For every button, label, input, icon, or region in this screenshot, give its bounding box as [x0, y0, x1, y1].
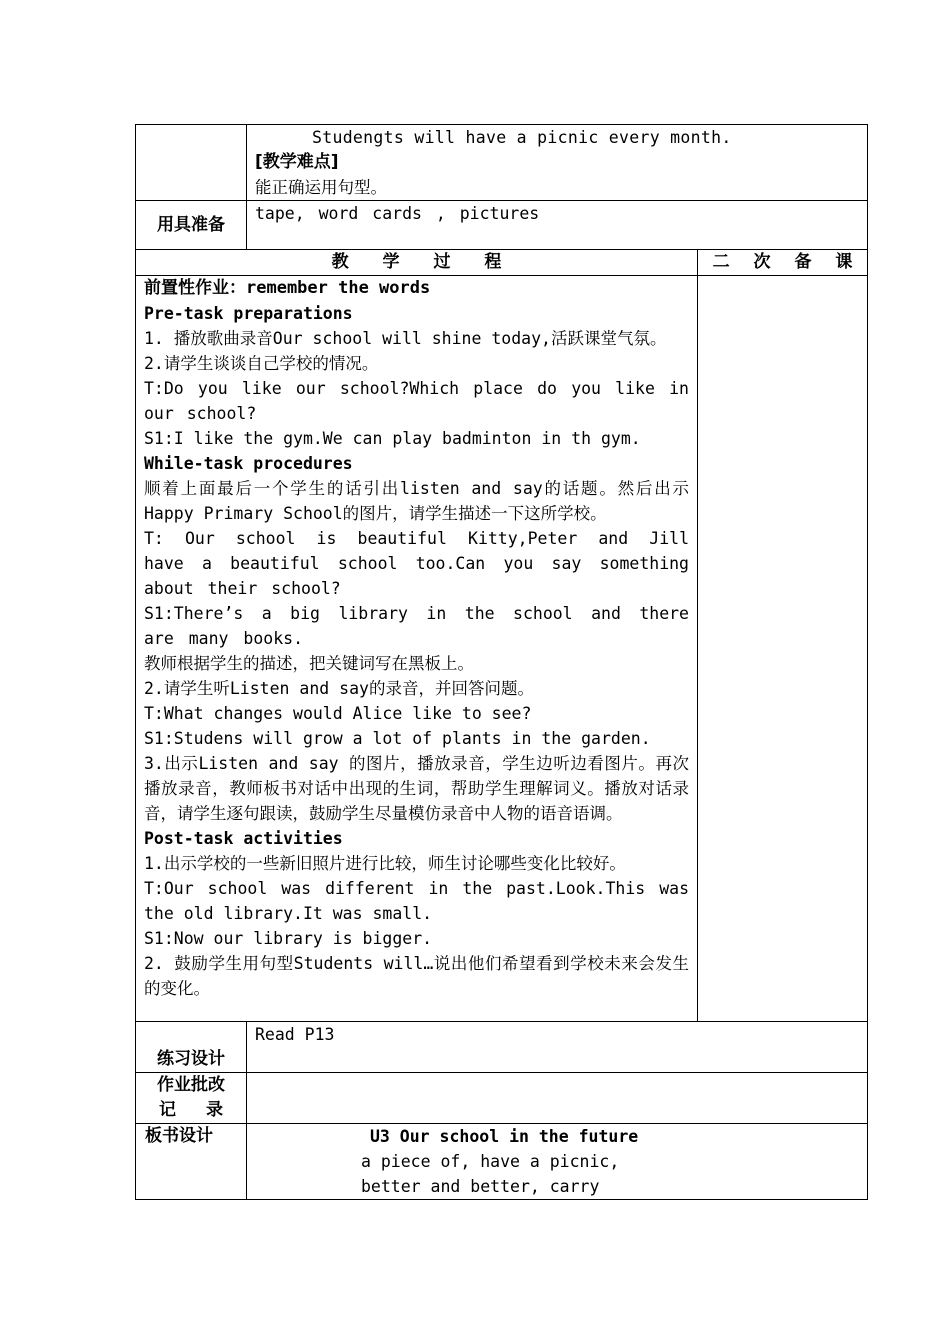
while-task-answer: S1:Studens will grow a lot of plants in the garden.: [144, 729, 651, 748]
post-task-heading: Post-task activities: [144, 829, 343, 848]
board-line-1: a piece of, have a picnic,: [361, 1152, 620, 1171]
lesson-plan-sheet: [135, 124, 867, 1200]
while-task-step-3: 3.出示Listen and say 的图片，播放录音，学生边听边看图片。再次播放录音，教师板书对话中出现的生词，帮助学生理解词义。播放对话录音，请学生逐句跟读，鼓励学生尽量模仿录音中人物的语音语调。: [144, 754, 689, 823]
process-header-row: [136, 250, 868, 276]
post-task-step-1: 1.出示学校的一些新旧照片进行比较，师生讨论哪些变化比较好。: [144, 854, 626, 873]
process-header-right-text: 二 次 备 课: [712, 252, 853, 272]
practice-label: 练习设计: [136, 1022, 247, 1073]
board-title: U3 Our school in the future: [370, 1127, 639, 1146]
materials-row: [136, 201, 868, 250]
while-task-heading: While-task procedures: [144, 454, 353, 473]
process-header-right: [698, 250, 868, 276]
pre-task-step-2: 2.请学生谈谈自己学校的情况。: [144, 354, 379, 373]
board-line-2: better and better, carry: [361, 1177, 600, 1196]
while-task-question: T:What changes would Alice like to see?: [144, 704, 532, 723]
process-body-row: [136, 276, 868, 1022]
objective-sentence: Studengts will have a picnic every month.: [312, 128, 732, 147]
practice-value: [247, 1022, 868, 1073]
materials-value: [247, 201, 868, 250]
pre-task-dialog-t: T:Do you like our school?Which place do you like in our school?: [144, 379, 689, 423]
difficulty-heading: [教学难点]: [255, 152, 339, 172]
practice-text: Read P13: [255, 1025, 335, 1044]
process-body-cell: [136, 276, 698, 1022]
while-task-intro: 顺着上面最后一个学生的话引出listen and say的话题。然后出示Happy Primary School的图片，请学生描述一下这所学校。: [144, 479, 689, 523]
objectives-content-cell: [247, 125, 868, 201]
materials-label: 用具准备: [136, 201, 247, 250]
homework-record-value: [247, 1073, 868, 1124]
materials-text: tape, word cards , pictures: [255, 204, 540, 223]
pre-task-step-1: 1. 播放歌曲录音Our school will shine today,活跃课堂气氛。: [144, 329, 667, 348]
board-design-row: [136, 1124, 868, 1200]
post-task-dialog-t: T:Our school was different in the past.Look.This was the old library.It was small.: [144, 879, 689, 923]
while-task-dialog-s1: S1:There’s a big library in the school and there are many books.: [144, 604, 689, 648]
pre-task-dialog-s1: S1:I like the gym.We can play badminton in th gym.: [144, 429, 641, 448]
post-task-dialog-s1: S1:Now our library is bigger.: [144, 929, 433, 948]
homework-record-label-1: 作业批改: [157, 1075, 225, 1095]
homework-record-row: [136, 1073, 868, 1124]
lesson-plan-table: [135, 124, 868, 1200]
while-task-step-2: 2.请学生听Listen and say的录音，并回答问题。: [144, 679, 534, 698]
process-header-left: [136, 250, 698, 276]
practice-row: [136, 1022, 868, 1073]
process-header-left-text: 教 学 过 程: [331, 252, 502, 272]
pre-task-heading: Pre-task preparations: [144, 304, 353, 323]
difficulty-text: 能正确运用句型。: [255, 178, 387, 197]
objectives-label-cell: [136, 125, 247, 201]
second-prep-cell: [698, 276, 868, 1022]
board-design-content: [247, 1124, 868, 1200]
while-task-dialog-t: T: Our school is beautiful Kitty,Peter and Jill have a beautiful school too.Can you say something about their school?: [144, 529, 689, 598]
homework-record-label-2: 记 录: [159, 1100, 223, 1120]
while-task-note: 教师根据学生的描述，把关键词写在黑板上。: [144, 654, 474, 673]
homework-record-label: [136, 1073, 247, 1124]
pre-homework: 前置性作业：remember the words: [144, 278, 431, 298]
objectives-row: [136, 125, 868, 201]
post-task-step-2: 2. 鼓励学生用句型Students will…说出他们希望看到学校未来会发生的变化。: [144, 954, 689, 998]
board-design-label: 板书设计: [136, 1124, 247, 1200]
